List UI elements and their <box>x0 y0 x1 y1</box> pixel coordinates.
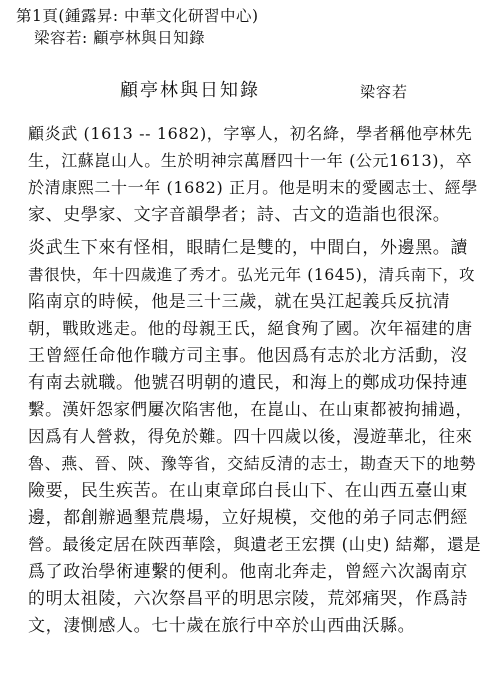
article-title: 顧亭林與日知錄 <box>120 80 260 101</box>
body-line: 朝，戰敗逃走。他的母親王氏，絕食殉了國。次年福建的唐 <box>28 319 473 338</box>
body-line: 陷南京的時候，他是三十三歲，就在吳江起義兵反抗清 <box>28 292 451 312</box>
body-line: 生，江蘇崑山人。生於明神宗萬曆四十一年 (公元1613)，卒 <box>28 151 473 170</box>
body-line: 營。最後定居在陝西華陰，與遺老王宏撰 (山史) 結鄰，還是 <box>28 535 482 554</box>
body-line: 顧炎武 (1613 -- 1682)，字寧人，初名絳，學者稱他亭林先 <box>28 124 473 143</box>
body-line: 魯、燕、晉、陝、豫等省，交結反清的志士，勘查天下的地勢 <box>28 454 477 473</box>
page-header-source: 第1頁(鍾露昇: 中華文化研習中心) <box>16 7 259 25</box>
body-line: 有南去就職。他號召明朝的遺民，和海上的鄭成功保持連 <box>28 373 468 393</box>
body-line: 因爲有人營救，得免於難。四十四歲以後，漫遊華北，往來 <box>28 427 473 446</box>
body-line: 繫。漢奸怨家們屢次陷害他，在崑山、在山東都被拘捕過， <box>28 400 473 419</box>
body-line: 險要，民生疾苦。在山東章邱白長山下、在山西五臺山東 <box>28 481 468 501</box>
body-line: 書很快，年十四歲進了秀才。弘光元年 (1645)，清兵南下，攻 <box>28 266 476 284</box>
body-line: 邊，都創辦過墾荒農場，立好規模，交他的弟子同志們經 <box>28 508 468 528</box>
body-line: 炎武生下來有怪相，眼睛仁是雙的，中間白，外邊黑。讀 <box>28 238 468 258</box>
body-line: 王曾經任命他作職方司主事。他因爲有志於北方活動，沒 <box>28 346 468 366</box>
body-line: 文，淒惻感人。七十歲在旅行中卒於山西曲沃縣。 <box>28 616 416 636</box>
body-line: 的明太祖陵，六次祭昌平的明思宗陵，荒郊痛哭，作爲詩 <box>28 589 468 609</box>
page-header-article: 梁容若: 顧亭林與日知錄 <box>34 29 206 47</box>
body-line: 爲了政治學術連繫的便利。他南北奔走，曾經六次謁南京 <box>28 562 468 582</box>
body-line: 家、史學家、文字音韻學者；詩、古文的造詣也很深。 <box>28 205 451 225</box>
body-line: 於清康熙二十一年 (1682) 正月。他是明末的愛國志士、經學 <box>28 178 478 197</box>
article-author: 梁容若 <box>360 83 409 101</box>
